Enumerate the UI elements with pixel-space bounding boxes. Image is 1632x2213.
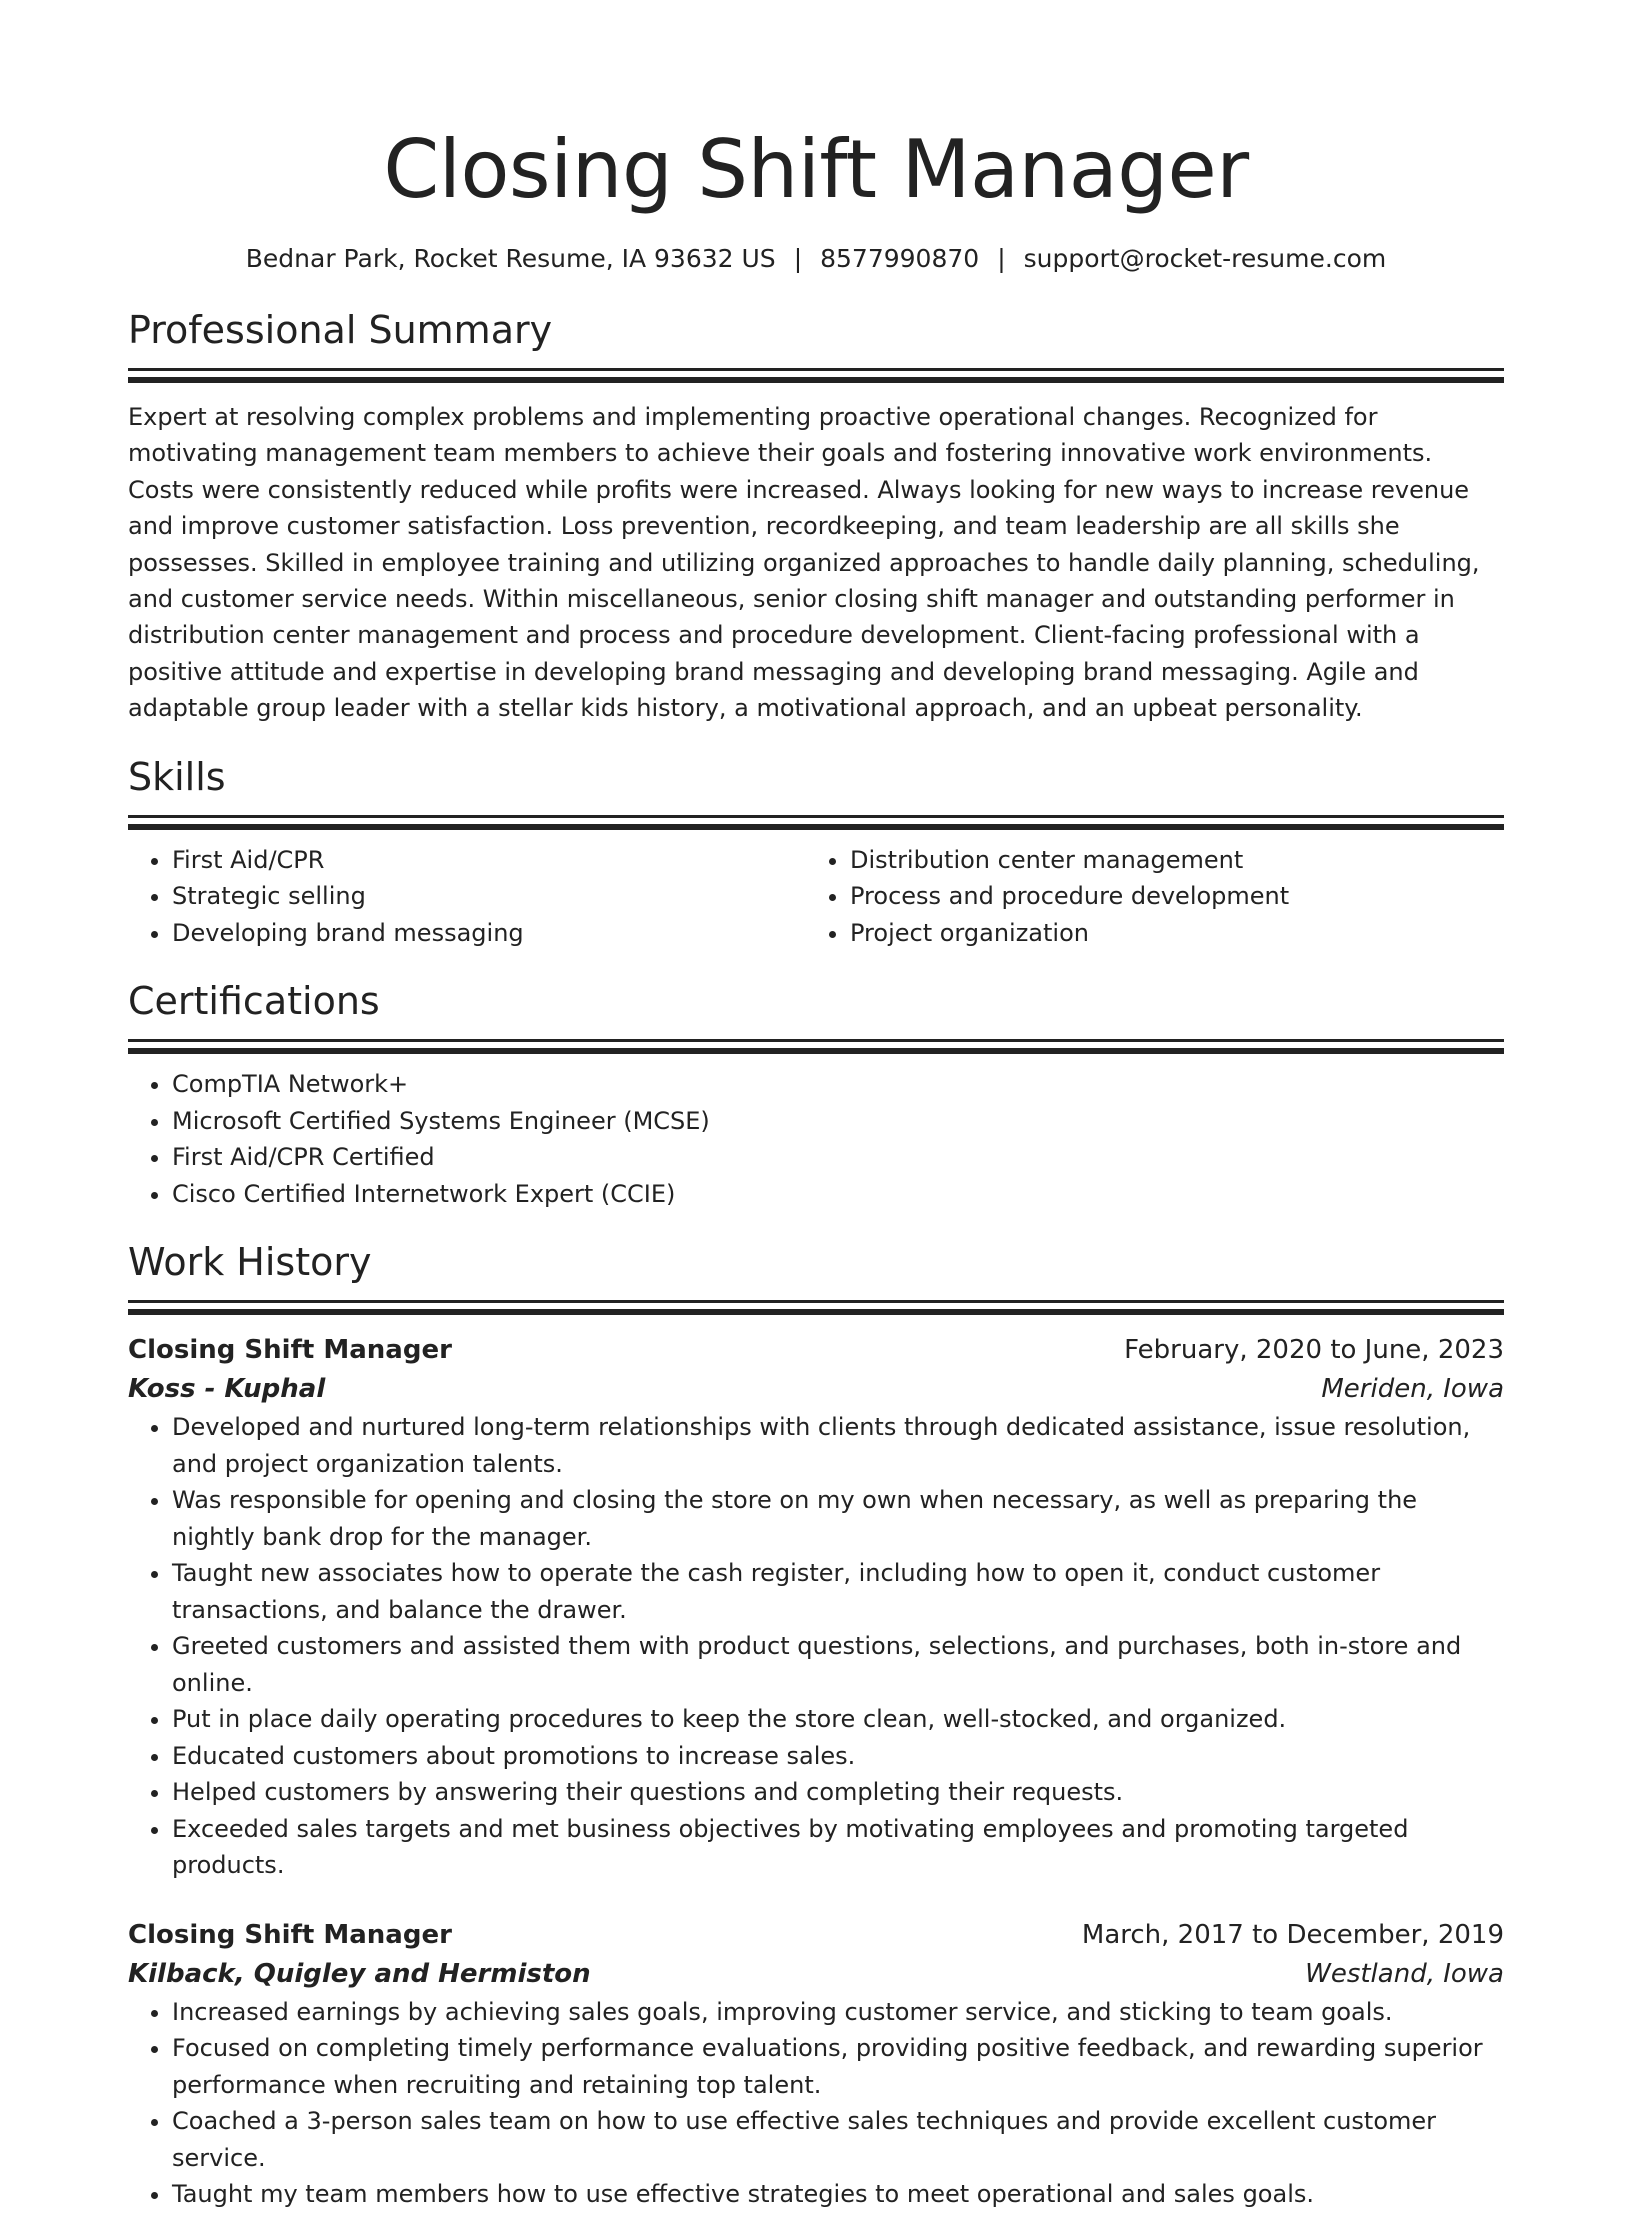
skill-item: • First Aid/CPR	[172, 842, 806, 879]
section-rule	[128, 1039, 1504, 1042]
job-bullet: • Taught new associates how to operate the cash register, including how to open it, conduct customer transactions, and balance the drawer.	[172, 1555, 1504, 1628]
job-dates: March, 2017 to December, 2019	[1081, 1919, 1504, 1950]
skill-item: • Process and procedure development	[850, 878, 1484, 915]
certification-item: • First Aid/CPR Certified	[172, 1139, 1504, 1176]
skills-section	[128, 753, 1504, 952]
job-bullet: • Focused on completing timely performance evaluations, providing positive feedback, and rewarding superior performance when recruiting and retaining top talent.	[172, 2030, 1504, 2103]
section-title-skills: Skills	[128, 754, 226, 799]
resume-name: Closing Shift Manager	[383, 123, 1249, 216]
job-header	[128, 1916, 1504, 1954]
section-rule-thick	[128, 1309, 1504, 1315]
section-title-certifications: Certifications	[128, 979, 380, 1024]
section-title-summary: Professional Summary	[128, 308, 553, 352]
job-location: Westland, Iowa	[1305, 1958, 1504, 1989]
contact-email: support@rocket-resume.com	[1023, 244, 1387, 273]
skill-item: • Strategic selling	[172, 878, 806, 915]
skill-item: • Project organization	[850, 915, 1484, 952]
job-title: Closing Shift Manager	[128, 1335, 452, 1366]
skill-item: • Developing brand messaging	[172, 915, 806, 952]
job-entry	[128, 1916, 1504, 2213]
job-bullet: • Helped customers by answering their questions and completing their requests.	[172, 1774, 1504, 1811]
summary-text: Expert at resolving complex problems and implementing proactive operational changes. Recognized for motivating management team members to achieve their goals and fostering innovative work environments. Costs were consistently reduced while profits were increased. Always looking for new ways to increase revenue and improve customer satisfaction. Loss prevention, recordkeeping, and team leadership are all skills she possesses. Skilled in employee training and utilizing organized approaches to handle daily planning, scheduling, and customer service needs. Within miscellaneous, senior closing shift manager and outstanding performer in distribution center management and process and procedure development. Client-facing professional with a positive attitude and expertise in developing brand messaging and developing brand messaging. Agile and adaptable group leader with a stellar kids history, a motivational approach, and an upbeat personality.	[128, 403, 1480, 723]
job-header	[128, 1331, 1504, 1369]
job-bullet: • Exceeded sales targets and met business objectives by motivating employees and promoting targeted products.	[172, 1811, 1504, 1884]
job-subheader	[128, 1954, 1504, 1994]
skills-column-left	[128, 842, 806, 952]
job-bullet: • Put in place daily operating procedures to keep the store clean, well-stocked, and organized.	[172, 1701, 1504, 1738]
job-bullet: • Greeted customers and assisted them with product questions, selections, and purchases, both in-store and online.	[172, 1628, 1504, 1701]
certification-item: • Cisco Certified Internetwork Expert (CCIE)	[172, 1176, 1504, 1213]
section-rule	[128, 368, 1504, 371]
skills-grid	[128, 842, 1504, 952]
job-bullets	[128, 1994, 1504, 2213]
section-rule-thick	[128, 824, 1504, 830]
contact-address: Bednar Park, Rocket Resume, IA 93632 US	[245, 244, 776, 273]
job-bullet: • Educated customers about promotions to increase sales.	[172, 1738, 1504, 1775]
job-bullet: • Was responsible for opening and closing the store on my own when necessary, as well as preparing the nightly bank drop for the manager.	[172, 1482, 1504, 1555]
job-company: Koss - Kuphal	[128, 1374, 326, 1405]
job-bullet: • Increased earnings by achieving sales goals, improving customer service, and sticking to team goals.	[172, 1994, 1504, 2031]
section-title-work-history: Work History	[128, 1240, 372, 1285]
contact-line	[128, 242, 1504, 276]
section-rule	[128, 815, 1504, 818]
certification-item: • Microsoft Certified Systems Engineer (MCSE)	[172, 1103, 1504, 1140]
job-subheader	[128, 1369, 1504, 1409]
job-bullet: • Developed and nurtured long-term relationships with clients through dedicated assistance, issue resolution, and project organization talents.	[172, 1409, 1504, 1482]
contact-phone: 8577990870	[820, 244, 980, 273]
job-bullets	[128, 1409, 1504, 1884]
job-title: Closing Shift Manager	[128, 1919, 452, 1950]
work-history-section	[128, 1238, 1504, 2213]
summary-section	[128, 306, 1504, 727]
skills-column-right	[806, 842, 1484, 952]
job-dates: February, 2020 to June, 2023	[1124, 1335, 1504, 1366]
section-rule-thick	[128, 377, 1504, 383]
job-bullet: • Coached a 3-person sales team on how to use effective sales techniques and provide excellent customer service.	[172, 2103, 1504, 2176]
job-company: Kilback, Quigley and Hermiston	[128, 1958, 591, 1989]
skill-item: • Distribution center management	[850, 842, 1484, 879]
certification-item: • CompTIA Network+	[172, 1066, 1504, 1103]
job-location: Meriden, Iowa	[1321, 1374, 1504, 1405]
certifications-section	[128, 977, 1504, 1212]
contact-separator: |	[997, 244, 1006, 273]
job-bullet: • Taught my team members how to use effective strategies to meet operational and sales goals.	[172, 2176, 1504, 2213]
job-entry	[128, 1331, 1504, 1884]
contact-separator: |	[793, 244, 803, 273]
section-rule-thick	[128, 1048, 1504, 1054]
section-rule	[128, 1300, 1504, 1303]
resume-page	[128, 0, 1504, 2213]
